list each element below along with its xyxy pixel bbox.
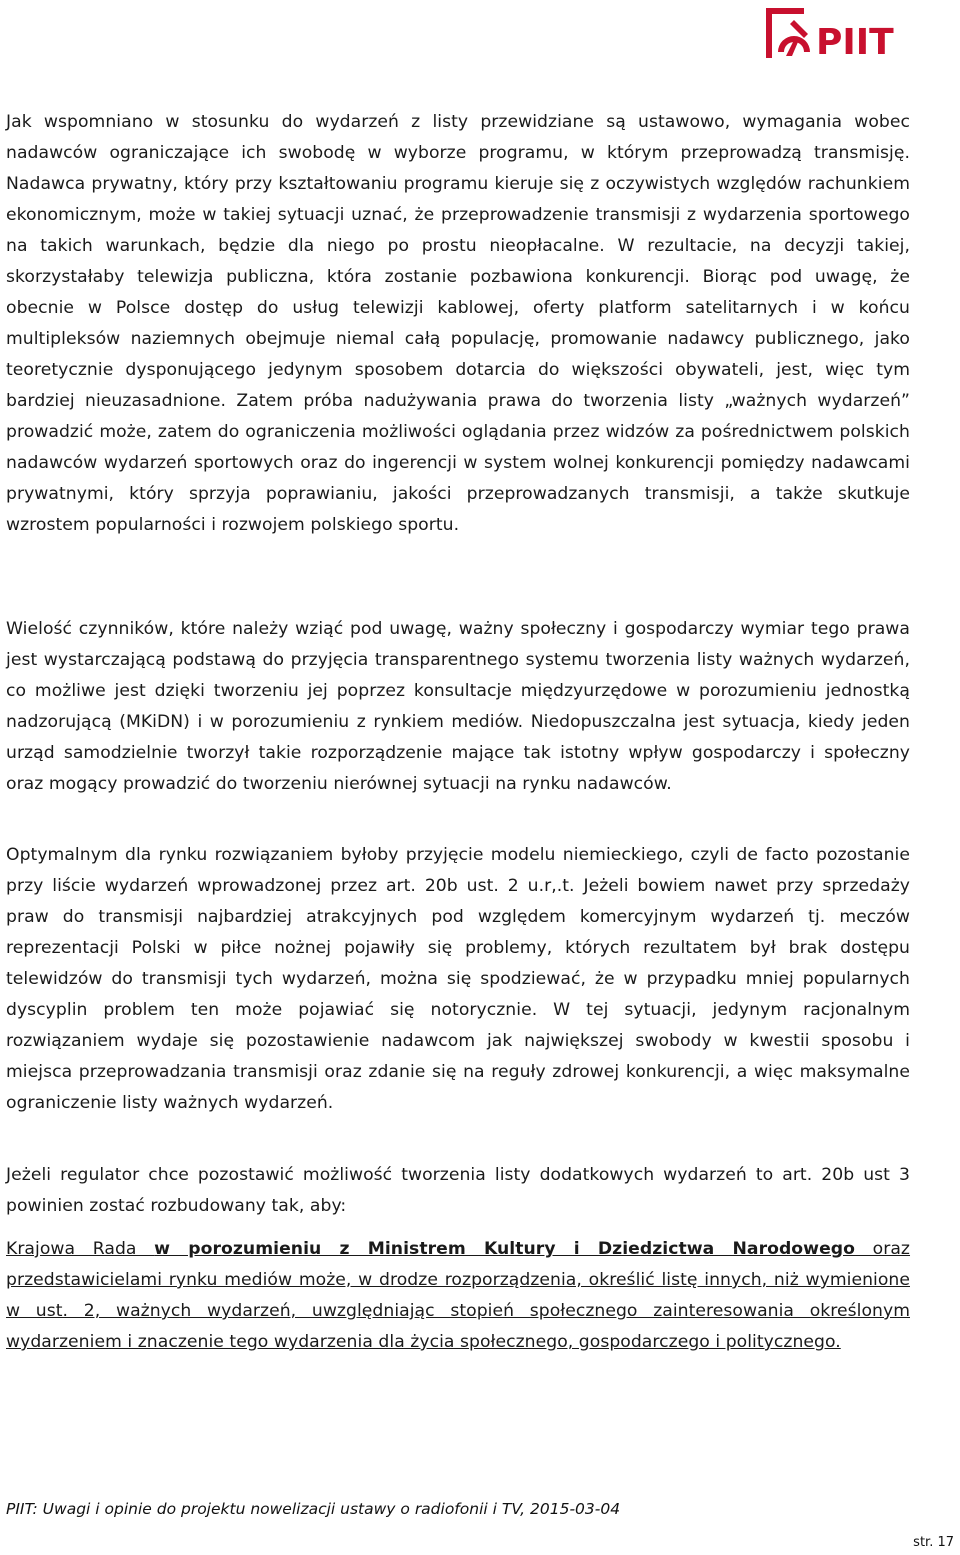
piit-logo: [764, 6, 912, 62]
logo-wordmark: PIIT: [816, 22, 894, 62]
paragraph-2: Wielość czynników, które należy wziąć pod uwagę, ważny społeczny i gospodarczy wymiar tego prawa jest wystarczającą podstawą do przyjęcia transparentnego systemu tworzenia listy ważnych wydarzeń, co możliwe jest dzięki tworzeniu jej poprzez konsultacje międzyurzędowe w porozumieniu jednostką nadzorującą (MKiDN) i w porozumieniu z rynkiem mediów. Niedopuszczalna jest sytuacja, kiedy jeden urząd samodzielnie tworzył takie rozporządzenie mające tak istotny wpływ gospodarczy i społeczny oraz mogący prowadzić do tworzeniu nierównej sytuacji na rynku nadawców.: [6, 619, 910, 794]
proposed-provision: [6, 1234, 910, 1358]
page-number: str. 17: [913, 1535, 954, 1550]
page-footer: PIIT: Uwagi i opinie do projektu nowelizacji ustawy o radiofonii i TV, 2015-03-04: [6, 1500, 621, 1518]
provision-start: Krajowa Rada: [6, 1239, 155, 1259]
paragraph-4: Jeżeli regulator chce pozostawić możliwość tworzenia listy dodatkowych wydarzeń to art. 20b ust 3 powinien zostać rozbudowany tak, aby:: [6, 1165, 910, 1216]
paragraph-3: Optymalnym dla rynku rozwiązaniem byłoby przyjęcie modelu niemieckiego, czyli de facto pozostanie przy liście wydarzeń wprowadzonej przez art. 20b ust. 2 u.r,.t. Jeżeli bowiem nawet przy sprzedaży praw do transmisji najbardziej atrakcyjnych pod względem komercyjnym wydarzeń tj. meczów reprezentacji Polski w piłce nożnej pojawiły się problemy, których rezultatem był brak dostępu telewidzów do transmisji tych wydarzeń, można się spodziewać, że w przypadku mniej popularnych dyscyplin problem ten może pojawiać się notorycznie. W tej sytuacji, jedynym racjonalnym rozwiązaniem wydaje się pozostawienie nadawcom jak największej swobody w kwestii sposobu i miejsca przeprowadzania transmisji oraz zdanie się na reguły zdrowej konkurencji, a więc maksymalne ograniczenie listy ważnych wydarzeń.: [6, 845, 910, 1113]
provision-end: oraz przedstawicielami rynku mediów może, w drodze rozporządzenia, określić listę innych, niż wymienione w ust. 2, ważnych wydarzeń, uwzględniając stopień społecznego zainteresowania określonym wydarzeniem i znaczenie tego wydarzenia dla życia społecznego, gospodarczego i politycznego.: [6, 1239, 911, 1352]
provision-bold: w porozumieniu z Ministrem Kultury i Dziedzictwa Narodowego: [154, 1239, 856, 1259]
paragraph-1: Jak wspomniano w stosunku do wydarzeń z listy przewidziane są ustawowo, wymagania wobec nadawców ograniczające ich swobodę w wyborze programu, w którym przeprowadzą transmisję. Nadawca prywatny, który przy kształtowaniu programu kieruje się z oczywistych względów rachunkiem ekonomicznym, może w takiej sytuacji uznać, że przeprowadzenie transmisji z wydarzenia sportowego na takich warunkach, będzie dla niego po prostu nieopłacalne. W rezultacie, na decyzji takiej, skorzystałaby telewizja publiczna, która zostanie pozbawiona konkurencji. Biorąc pod uwagę, że obecnie w Polsce dostęp do usług telewizji kablowej, oferty platform satelitarnych i w końcu multipleksów naziemnych obejmuje niemal całą populację, promowanie nadawcy publicznego, jako teoretycznie dysponującego jedynym sposobem dotarcia do większości obywateli, jest, więc tym bardziej nieuzasadnione. Zatem próba nadużywania prawa do tworzenia listy „ważnych wydarzeń” prowadzić może, zatem do ograniczenia możliwości oglądania przez widzów za pośrednictwem polskich nadawców wydarzeń sportowych oraz do ingerencji w system wolnej konkurencji pomiędzy nadawcami prywatnymi, który sprzyja poprawianiu, jakości przeprowadzanych transmisji, a także skutkuje wzrostem popularności i rozwojem polskiego sportu.: [6, 112, 910, 535]
